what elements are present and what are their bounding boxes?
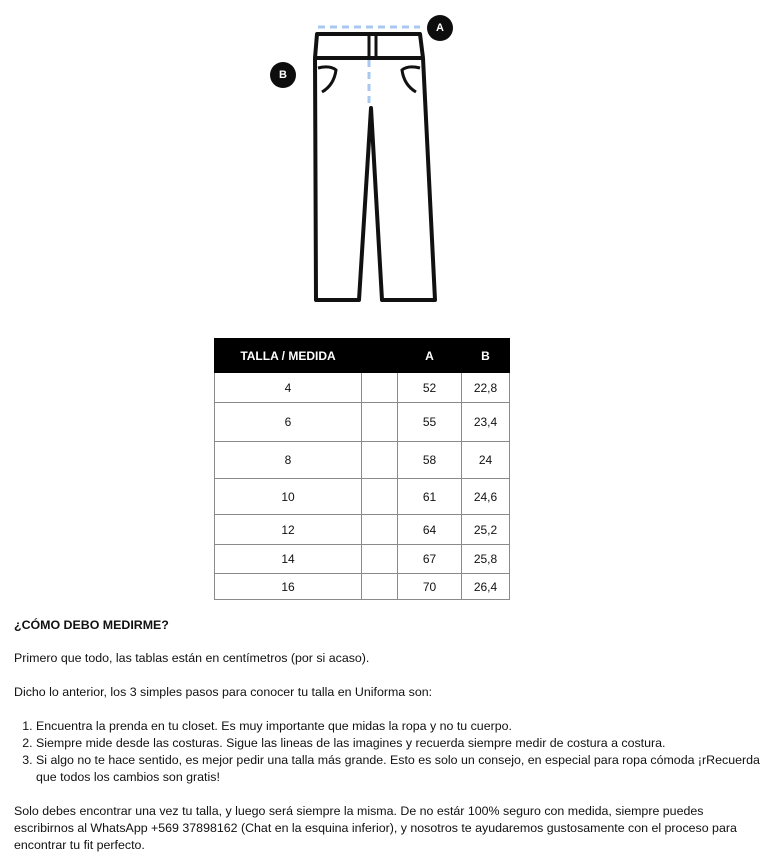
size-cell: 12 — [215, 515, 362, 545]
blank-cell — [362, 479, 398, 515]
b-cell: 22,8 — [462, 373, 510, 403]
pants-body-shape — [315, 34, 435, 300]
blank-cell — [362, 403, 398, 442]
size-cell: 16 — [215, 574, 362, 600]
header-blank — [362, 339, 398, 373]
table-row — [215, 373, 510, 403]
b-cell: 24 — [462, 442, 510, 479]
b-cell: 25,2 — [462, 515, 510, 545]
size-cell: 6 — [215, 403, 362, 442]
steps-list — [14, 718, 762, 786]
size-table — [214, 338, 510, 600]
blank-cell — [362, 442, 398, 479]
marker-a-icon: A — [427, 15, 453, 41]
b-cell: 25,8 — [462, 545, 510, 574]
table-row — [215, 479, 510, 515]
guide-lead: Dicho lo anterior, los 3 simples pasos para conocer tu talla en Uniforma son: — [14, 685, 433, 699]
a-cell: 67 — [398, 545, 462, 574]
size-cell: 8 — [215, 442, 362, 479]
guide-closing: Solo debes encontrar una vez tu talla, y luego será siempre la misma. De no estár 100% seguro con medida, siempre puedes escribirnos al WhatsApp +569 37898162 (Chat en la esquina inferior), y nosotros te ayudaremos gustosamente con el proceso para encontrar tu fit perfecto. — [14, 804, 737, 852]
blank-cell — [362, 373, 398, 403]
list-item: 1. Encuentra la prenda en tu closet. Es muy importante que midas la ropa y no tu cuerpo. — [36, 718, 762, 735]
size-cell: 4 — [215, 373, 362, 403]
header-b: B — [462, 339, 510, 373]
size-cell: 10 — [215, 479, 362, 515]
blank-cell — [362, 545, 398, 574]
b-cell: 23,4 — [462, 403, 510, 442]
b-cell: 26,4 — [462, 574, 510, 600]
guide-intro: Primero que todo, las tablas están en centímetros (por si acaso). — [14, 651, 370, 665]
marker-b-icon: B — [270, 62, 296, 88]
blank-cell — [362, 515, 398, 545]
header-size: TALLA / MEDIDA — [215, 339, 362, 373]
table-row — [215, 515, 510, 545]
a-cell: 58 — [398, 442, 462, 479]
list-item: 3. Si algo no te hace sentido, es mejor pedir una talla más grande. Esto es solo un consejo, en especial para ropa cómoda ¡rRecuerda que todos los cambios son gratis! — [36, 752, 762, 786]
pants-diagram — [260, 10, 470, 310]
blank-cell — [362, 574, 398, 600]
header-a: A — [398, 339, 462, 373]
guide-heading: ¿CÓMO DEBO MEDIRME? — [14, 618, 169, 632]
table-row — [215, 442, 510, 479]
left-pocket — [318, 67, 336, 92]
table-row — [215, 545, 510, 574]
table-row — [215, 574, 510, 600]
list-item: 2. Siempre mide desde las costuras. Sigue las lineas de las imagines y recuerda siempre medir de costura a costura. — [36, 735, 762, 752]
b-cell: 24,6 — [462, 479, 510, 515]
right-pocket — [402, 67, 420, 92]
table-row — [215, 403, 510, 442]
a-cell: 64 — [398, 515, 462, 545]
table-header-row — [215, 339, 510, 373]
a-cell: 55 — [398, 403, 462, 442]
size-cell: 14 — [215, 545, 362, 574]
measuring-guide — [14, 617, 762, 854]
a-cell: 61 — [398, 479, 462, 515]
a-cell: 70 — [398, 574, 462, 600]
a-cell: 52 — [398, 373, 462, 403]
pants-outline-illustration — [260, 10, 470, 310]
